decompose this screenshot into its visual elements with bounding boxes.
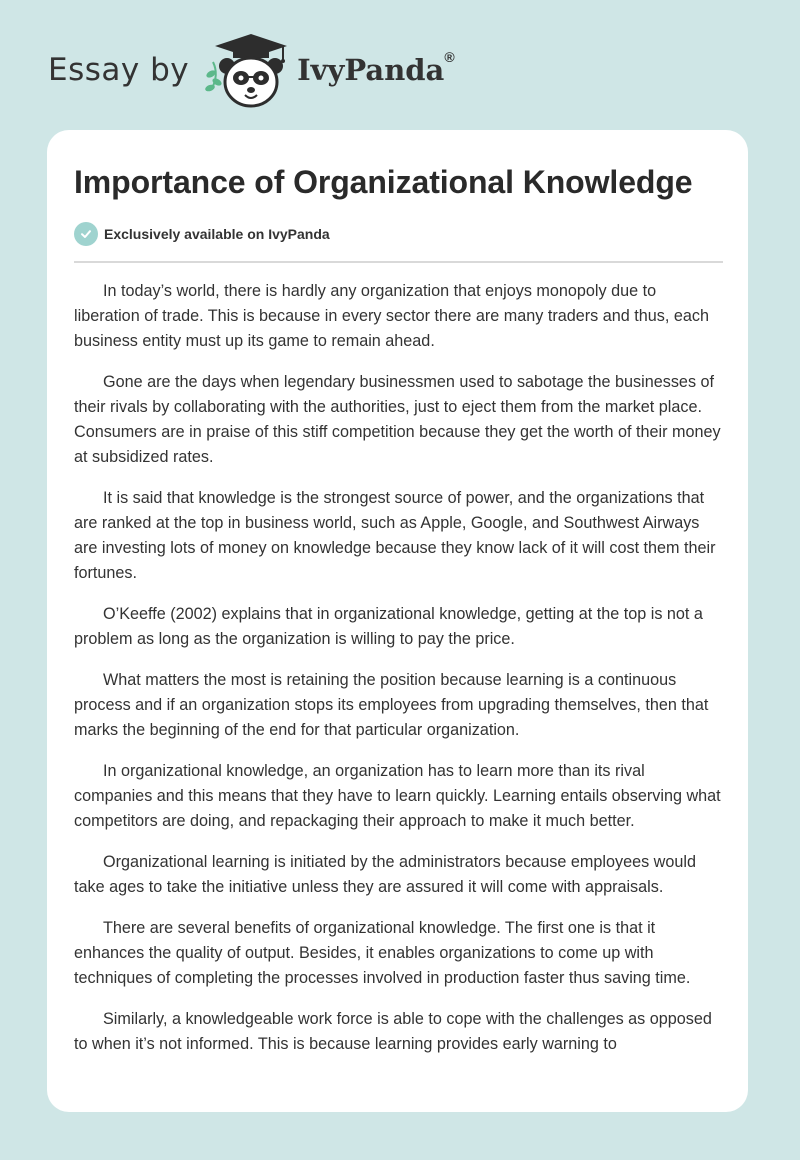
exclusive-badge [74,222,330,246]
brand-name[interactable] [297,49,455,87]
paragraph-5: What matters the most is retaining the position because learning is a continuous process and if an organization stops its employees from upgrading themselves, then that marks the beginning of the end for that particular organization. [74,671,709,739]
graduation-panda-icon[interactable] [203,30,293,110]
brand-label: IvyPanda [297,53,445,87]
essay-body [74,279,723,1073]
paragraph-3: It is said that knowledge is the strongest source of power, and the organizations that are ranked at the top in business world, such as Apple, Google, and Southwest Airways are investing lots of money on knowledge because they know lack of it will cost them their fortunes. [74,489,716,582]
title-divider [74,261,723,263]
essay-by-label: Essay by [48,52,190,88]
page-title: Importance of Organizational Knowledge [74,164,693,200]
registered-mark: ® [444,49,455,65]
paragraph-6: In organizational knowledge, an organization has to learn more than its rival companies and this means that they have to learn quickly. Learning entails observing what competitors are doing, and repackaging their approach to make it much better. [74,762,721,830]
site-header [48,30,455,110]
paragraph-2: Gone are the days when legendary businessmen used to sabotage the businesses of their rivals by collaborating with the authorities, just to eject them from the market place. Consumers are in praise of this stiff competition because they get the worth of their money at subsidized rates. [74,373,721,466]
paragraph-1: In today’s world, there is hardly any organization that enjoys monopoly due to liberation of trade. This is because in every sector there are many traders and thus, each business entity must up its game to remain ahead. [74,282,709,350]
paragraph-8: There are several benefits of organizational knowledge. The first one is that it enhances the quality of output. Besides, it enables organizations to come up with techniques of completing the processes involved in production faster thus saving time. [74,919,691,987]
paragraph-7: Organizational learning is initiated by the administrators because employees would take ages to take the initiative unless they are assured it will come with appraisals. [74,853,696,896]
exclusive-badge-label: Exclusively available on IvyPanda [104,226,330,242]
paragraph-4: O’Keeffe (2002) explains that in organizational knowledge, getting at the top is not a problem as long as the organization is willing to pay the price. [74,605,703,648]
essay-card [47,130,748,1112]
paragraph-9: Similarly, a knowledgeable work force is able to cope with the challenges as opposed to when it’s not informed. This is because learning provides early warning to [74,1010,712,1053]
check-circle-icon [74,222,98,246]
